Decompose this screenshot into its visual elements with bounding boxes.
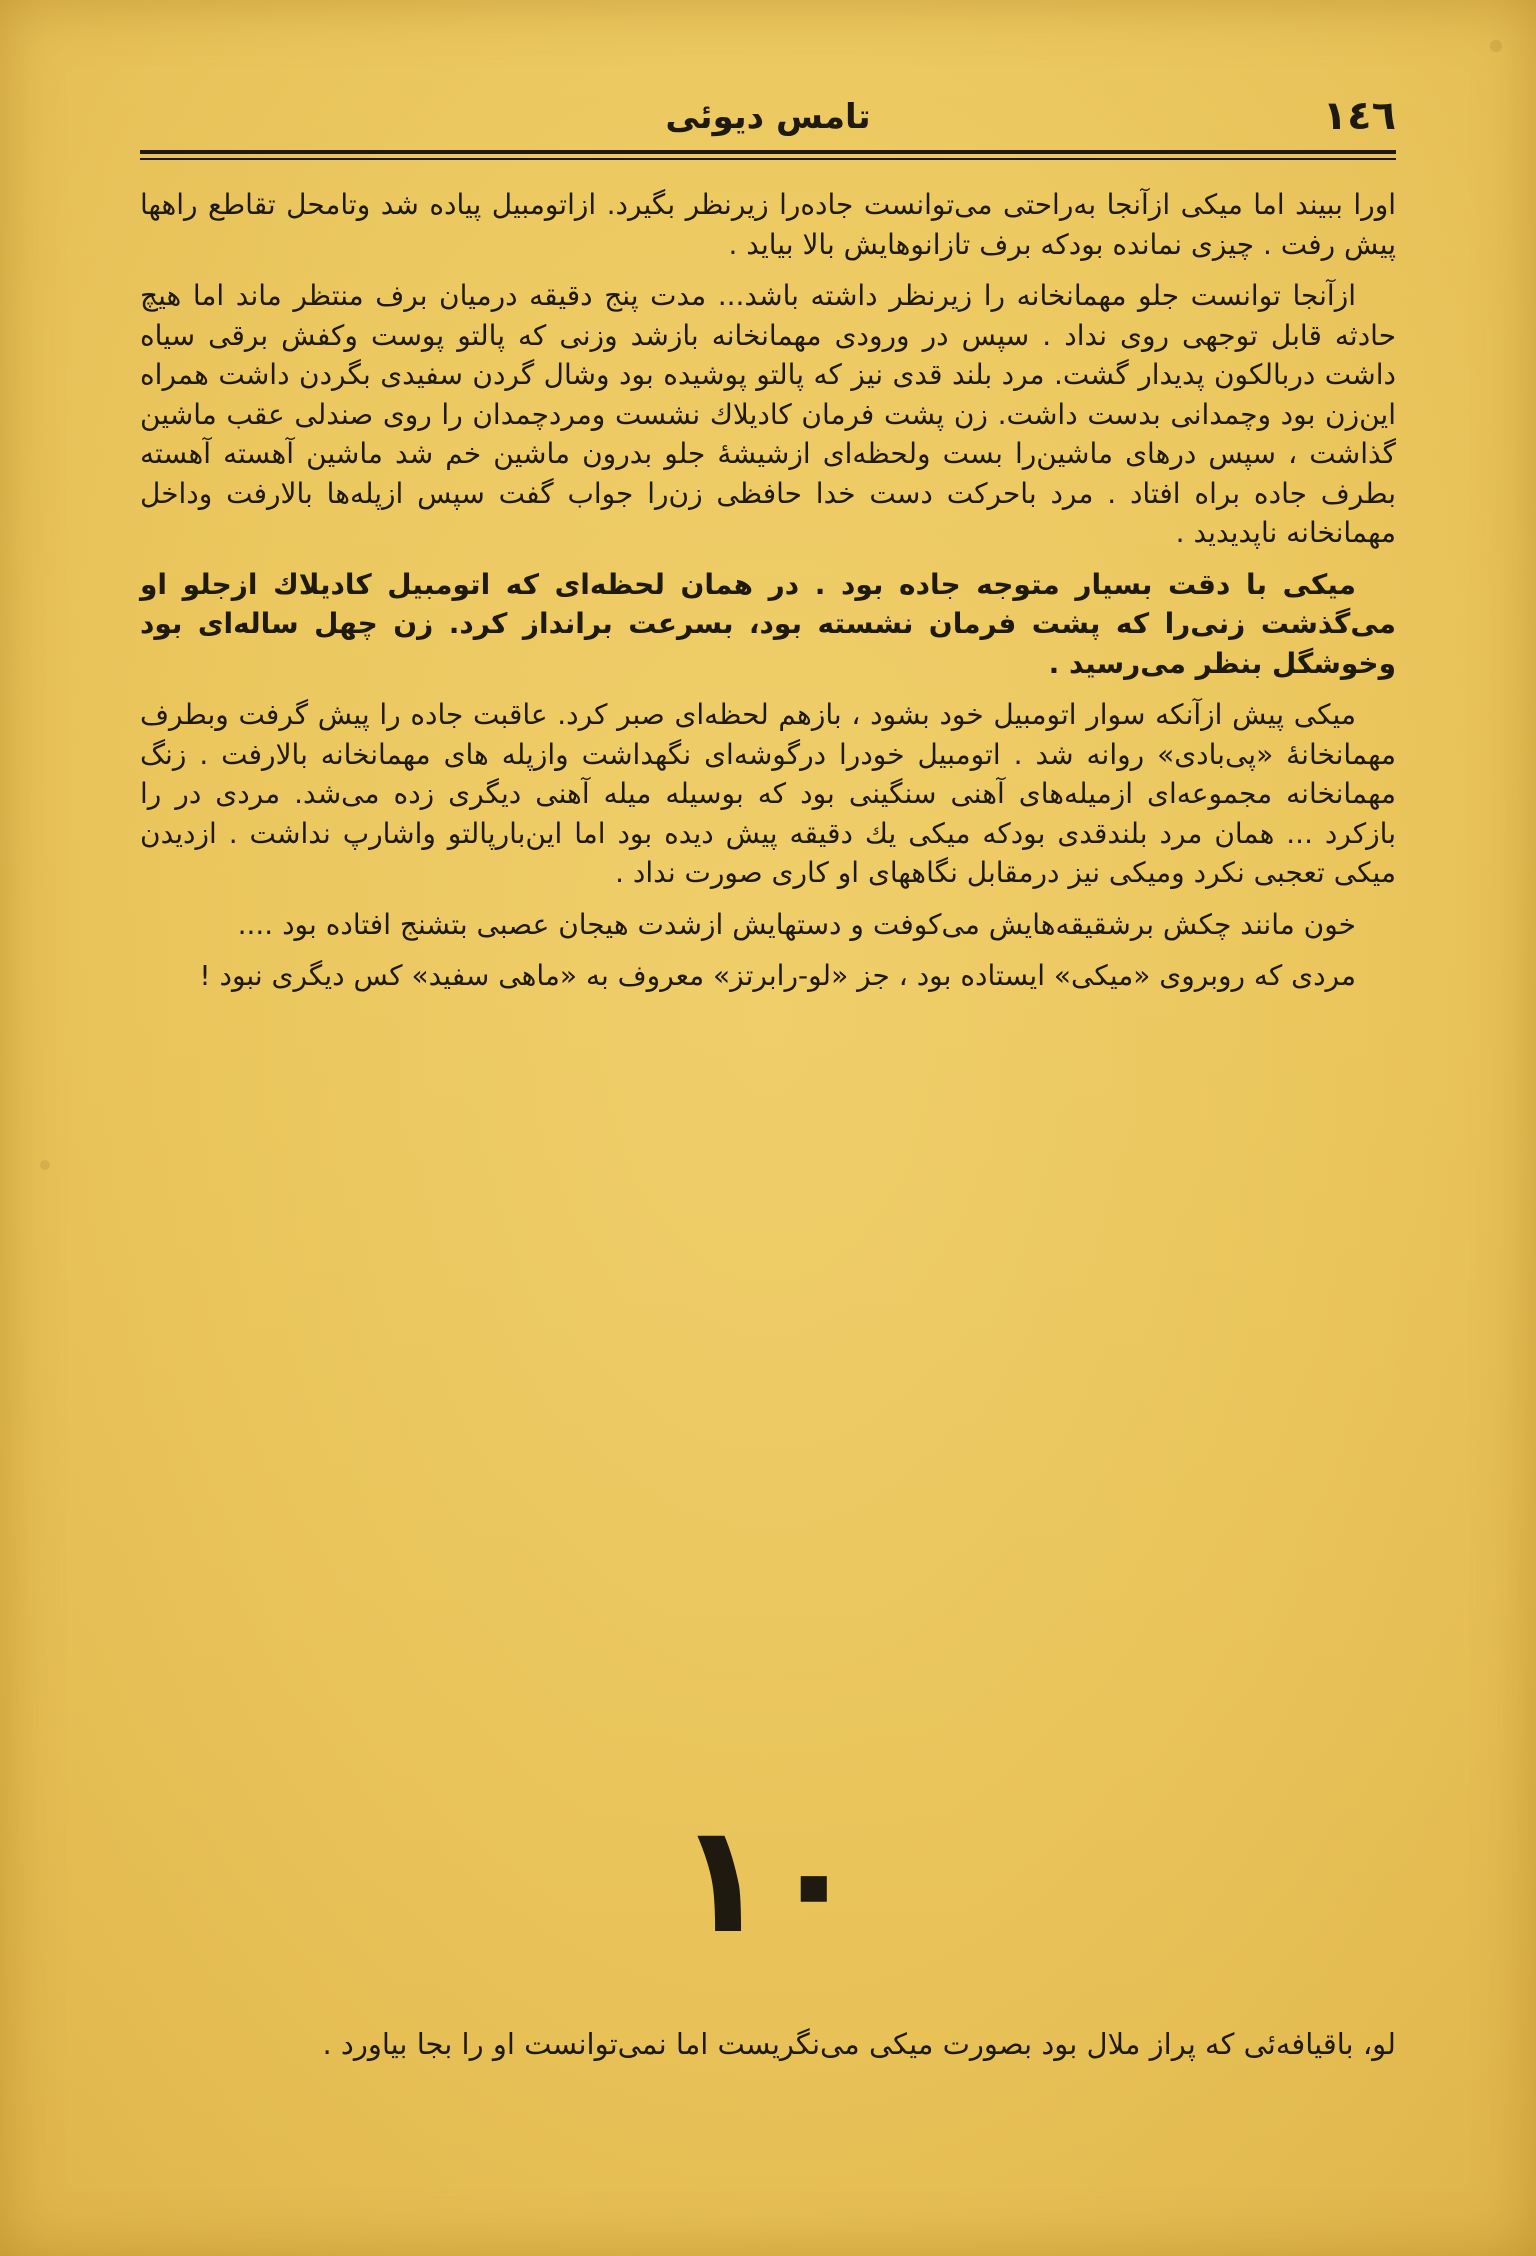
page-header <box>140 88 1396 152</box>
paragraph: میکی با دقت بسیار متوجه جاده بود . در همان لحظه‌ای که اتومبیل کادیلاك ازجلو او می‌گذشت زنی‌را که پشت فرمان نشسته بود، بسرعت برانداز کرد. زن چهل ساله‌ای بود وخوشگل بنظر می‌رسید . <box>140 567 1396 680</box>
body-text <box>140 185 1396 1008</box>
chapter-number: ۱۰ <box>676 1793 860 1967</box>
ink-spot <box>40 1160 50 1170</box>
page-number: ١٤٦ <box>1322 93 1396 139</box>
running-title: تامس ديوئی <box>665 97 871 137</box>
header-rule-thick <box>140 150 1396 154</box>
header-rule-thin <box>140 158 1396 160</box>
chapter-paragraph: لو، باقیافه‌ئی که پراز ملال بود بصورت میکی می‌نگریست اما نمی‌توانست او را بجا بیاورد . <box>322 2027 1396 2061</box>
chapter-opening <box>140 2022 1396 2066</box>
paragraph: ازآنجا توانست جلو مهمانخانه را زیرنظر داشته باشد... مدت پنج دقیقه درمیان برف منتظر ماند اما هیچ حادثه قابل توجهی روی نداد . سپس در ورودی مهمانخانه بازشد وزنی که پالتو پوست وکفش برقی سیاه داشت دربالکون پدیدار گشت. مرد بلند قدی نیز که پالتو پوشیده بود وشال گردن سفیدی بگردن داشت همراه این‌زن بود وچمدانی بدست داشت. زن پشت فرمان کادیلاك نشست ومردچمدان را روی صندلی عقب ماشین گذاشت ، سپس درهای ماشین‌را بست ولحظه‌ای ازشیشهٔ جلو بدرون ماشین خم شد ماشین آهسته آهسته بطرف جاده براه افتاد . مرد باحرکت دست خدا حافظی زن‌را جواب گفت سپس ازپله‌ها بالارفت وداخل مهمانخانه ناپدیدید . <box>140 279 1396 549</box>
paragraph: مردی که روبروی «میکی» ایستاده بود ، جز «لو-رابرتز» معروف به «ماهی سفید» کس دیگری نبود ! <box>199 959 1356 992</box>
paragraph: میکی پیش ازآنکه سوار اتومبیل خود بشود ، بازهم لحظه‌ای صبر کرد. عاقبت جاده را پیش گرفت وبطرف مهمانخانهٔ «پی‌بادی» روانه شد . اتومبیل خودرا درگوشه‌ای نگهداشت وازپله های مهمانخانه بالارفت . زنگ مهمانخانه مجموعه‌ای ازمیله‌های آهنی سنگینی بود که بوسیله میله آهنی دیگری زده می‌شد. مردی در را بازکرد ... همان مرد بلندقدی بودکه میکی یك دقیقه پیش دیده بود اما این‌بارپالتو واشارپ نداشت . ازدیدن میکی تعجبی نکرد ومیکی نیز درمقابل نگاههای او کاری صورت نداد . <box>140 698 1396 889</box>
paragraph: اورا ببیند اما میکی ازآنجا به‌راحتی می‌توانست جاده‌را زیرنظر بگیرد. ازاتومبیل پیاده شد وتامحل تقاطع راهها پیش رفت . چیزی نمانده بودکه برف تازانوهایش بالا بیاید . <box>140 188 1396 261</box>
ink-spot <box>1490 40 1502 52</box>
paragraph: خون مانند چکش برشقیقه‌هایش می‌کوفت و دستهایش ازشدت هیجان عصبی بتشنج افتاده بود .... <box>237 907 1356 941</box>
